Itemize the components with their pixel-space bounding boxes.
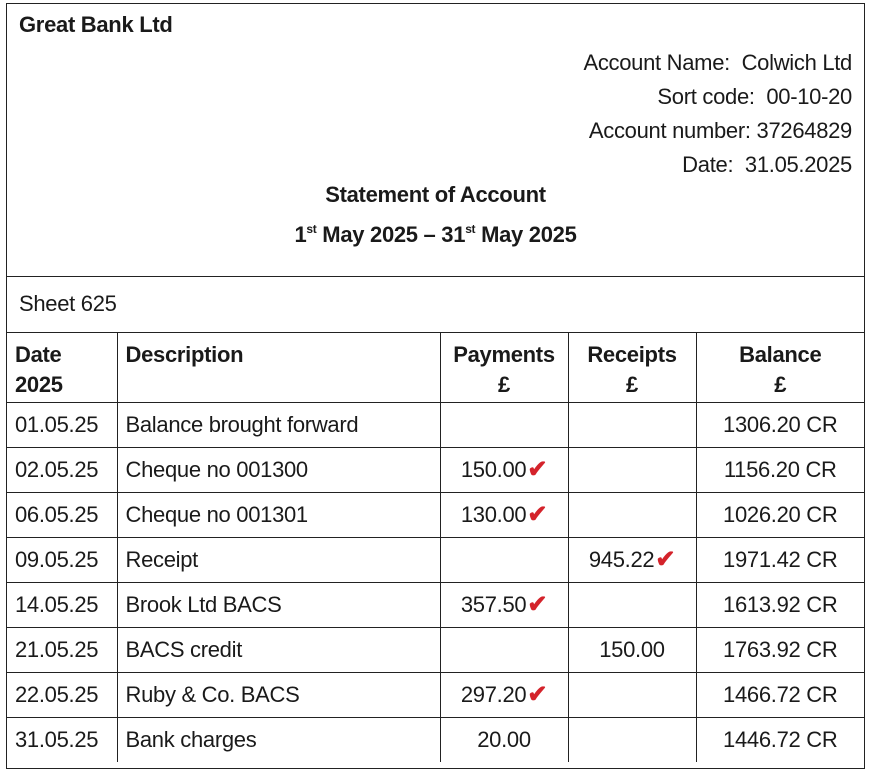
statement-date: Date: 31.05.2025 — [682, 152, 852, 177]
payment-cell: 297.20✔ — [440, 672, 568, 717]
sort-code: Sort code: 00-10-20 — [657, 84, 852, 109]
description-cell: Cheque no 001301 — [117, 492, 440, 537]
balance-cell: 1026.20 CR — [696, 492, 864, 537]
table-row — [7, 447, 864, 492]
date-cell: 09.05.25 — [7, 537, 117, 582]
table-row — [7, 717, 864, 762]
tick-icon: ✔ — [527, 681, 548, 708]
balance-cell: 1156.20 CR — [696, 447, 864, 492]
balance-cell: 1306.20 CR — [696, 402, 864, 447]
date-cell: 21.05.25 — [7, 627, 117, 672]
account-number: Account number: 37264829 — [588, 118, 852, 143]
date-cell: 02.05.25 — [7, 447, 117, 492]
col-header-date: Date 2025 — [7, 332, 117, 402]
account-name: Account Name: Colwich Ltd — [583, 50, 852, 75]
date-cell: 06.05.25 — [7, 492, 117, 537]
col-header-payments: Payments £ — [440, 332, 568, 402]
date-cell: 22.05.25 — [7, 672, 117, 717]
description-cell: Balance brought forward — [117, 402, 440, 447]
date-cell: 14.05.25 — [7, 582, 117, 627]
date-cell: 31.05.25 — [7, 717, 117, 762]
receipt-cell: 150.00 — [568, 627, 696, 672]
transactions-body — [7, 402, 864, 762]
payment-cell — [440, 627, 568, 672]
col-header-receipts: Receipts £ — [568, 332, 696, 402]
receipt-cell — [568, 492, 696, 537]
receipt-cell — [568, 582, 696, 627]
tick-icon: ✔ — [527, 456, 548, 483]
payment-cell: 357.50✔ — [440, 582, 568, 627]
description-cell: Bank charges — [117, 717, 440, 762]
tick-icon: ✔ — [527, 501, 548, 528]
balance-cell: 1466.72 CR — [696, 672, 864, 717]
receipt-cell: 945.22✔ — [568, 537, 696, 582]
payment-cell — [440, 537, 568, 582]
receipt-cell — [568, 672, 696, 717]
bank-name: Great Bank Ltd — [19, 12, 173, 37]
account-details — [583, 46, 852, 182]
table-row — [7, 492, 864, 537]
sheet-number: Sheet 625 — [19, 291, 117, 316]
col-header-balance: Balance £ — [696, 332, 864, 402]
balance-cell: 1446.72 CR — [696, 717, 864, 762]
table-header-row — [7, 332, 864, 402]
statement-title-block — [7, 178, 864, 252]
transactions-table — [7, 332, 864, 762]
receipt-cell — [568, 447, 696, 492]
table-row — [7, 672, 864, 717]
statement-title: Statement of Account — [325, 182, 546, 207]
tick-icon: ✔ — [527, 591, 548, 618]
table-row — [7, 402, 864, 447]
table-row — [7, 537, 864, 582]
description-cell: Receipt — [117, 537, 440, 582]
payment-cell — [440, 402, 568, 447]
col-header-description: Description — [117, 332, 440, 402]
receipt-cell — [568, 717, 696, 762]
description-cell: Brook Ltd BACS — [117, 582, 440, 627]
date-cell: 01.05.25 — [7, 402, 117, 447]
description-cell: Cheque no 001300 — [117, 447, 440, 492]
receipt-cell — [568, 402, 696, 447]
tick-icon: ✔ — [655, 546, 676, 573]
payment-cell: 130.00✔ — [440, 492, 568, 537]
payment-cell: 20.00 — [440, 717, 568, 762]
statement-header — [7, 4, 864, 277]
sheet-row — [7, 276, 864, 333]
balance-cell: 1613.92 CR — [696, 582, 864, 627]
table-row — [7, 582, 864, 627]
description-cell: Ruby & Co. BACS — [117, 672, 440, 717]
statement-period: 1st May 2025 – 31st May 2025 — [294, 222, 577, 247]
bank-statement — [6, 3, 865, 769]
balance-cell: 1763.92 CR — [696, 627, 864, 672]
balance-cell: 1971.42 CR — [696, 537, 864, 582]
payment-cell: 150.00✔ — [440, 447, 568, 492]
table-row — [7, 627, 864, 672]
description-cell: BACS credit — [117, 627, 440, 672]
